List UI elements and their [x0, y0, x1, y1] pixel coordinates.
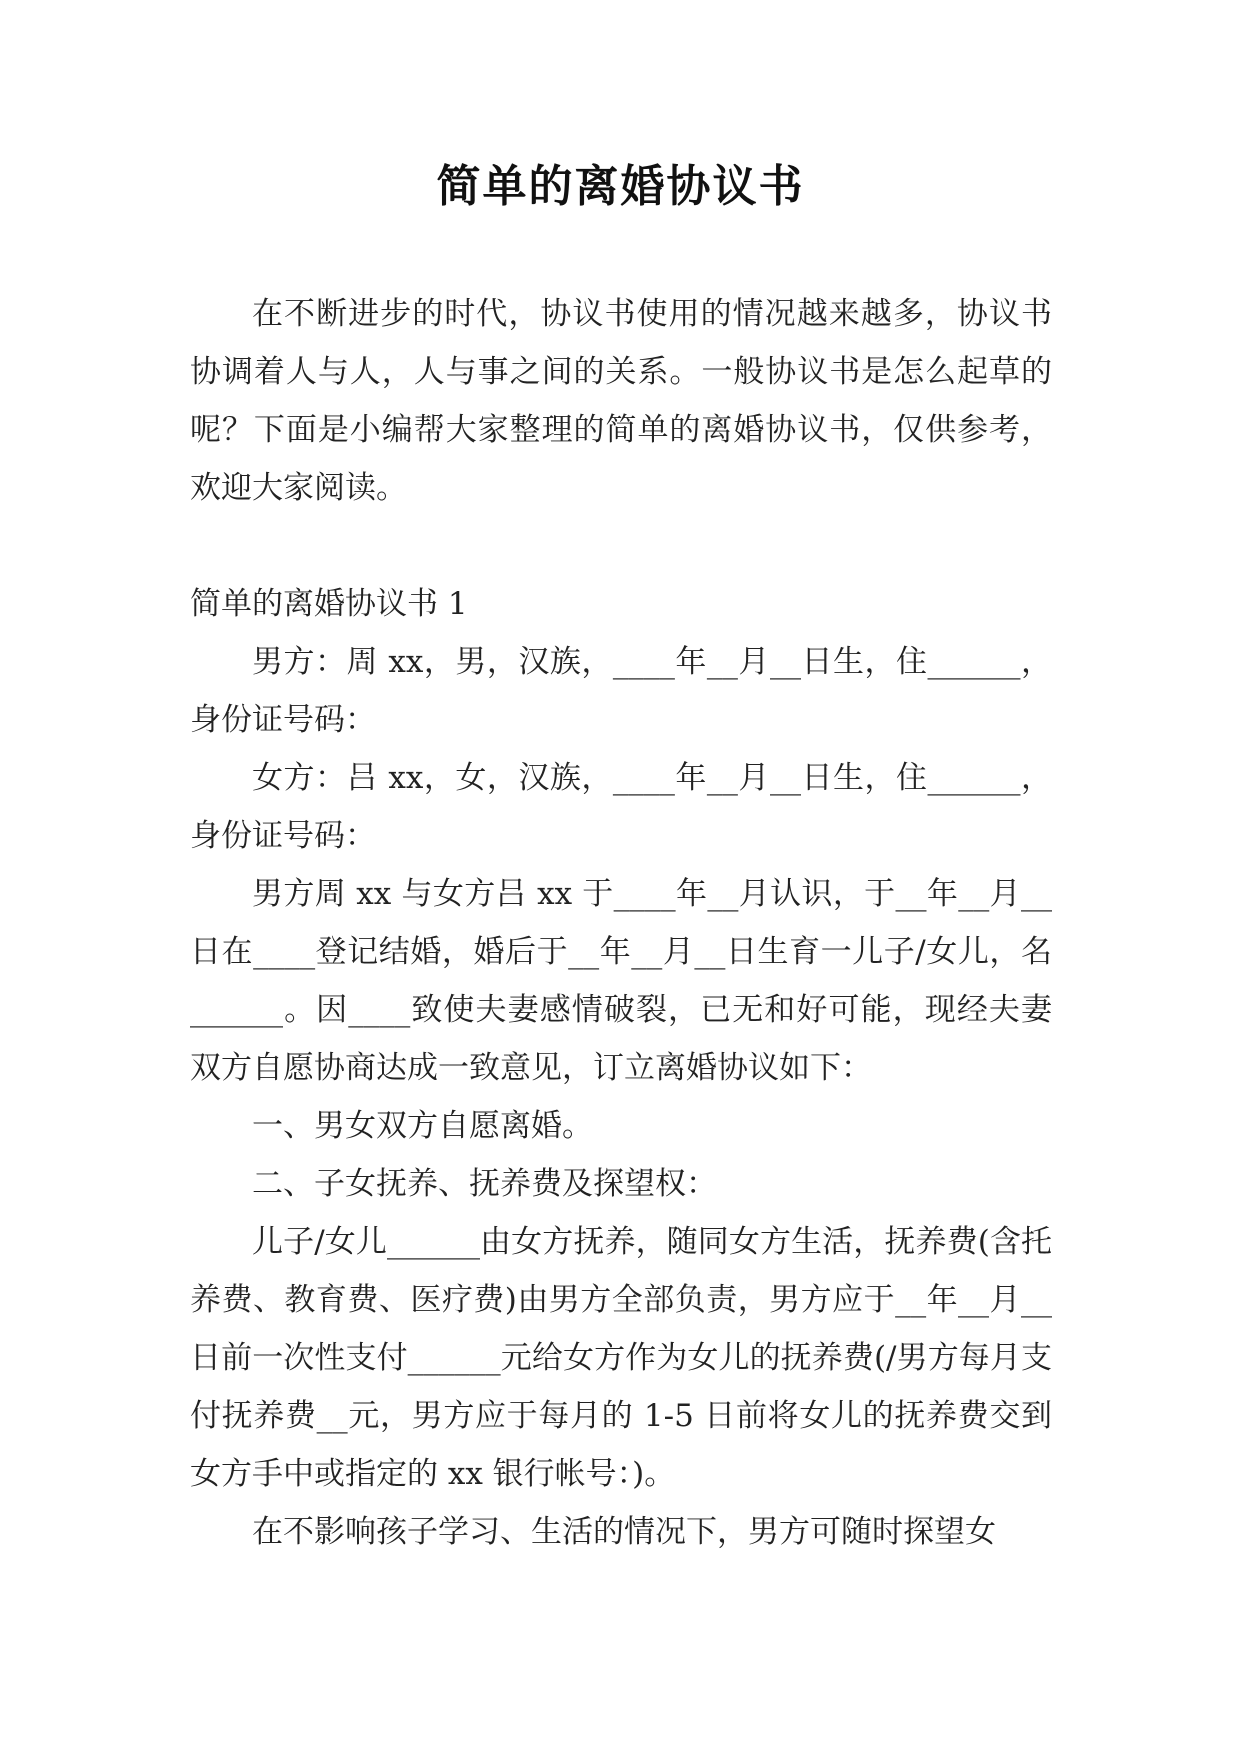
clause-one: 一、男女双方自愿离婚。 [252, 1108, 593, 1144]
paragraph-marriage-background: 男方周 xx 与女方吕 xx 于____年__月认识，于__年__月__日在____登记结婚，婚后于__年__月__日生育一儿子/女儿，名______。因____致使夫妻感情破裂，已无和好可能，现经夫妻双方自愿协商达成一致意见，订立离婚协议如下： [190, 876, 1052, 1086]
paragraph-child-support: 儿子/女儿______由女方抚养，随同女方生活，抚养费(含托养费、教育费、医疗费)由男方全部负责，男方应于__年__月__日前一次性支付______元给女方作为女儿的抚养费(/男方每月支付抚养费__元，男方应于每月的 1-5 日前将女儿的抚养费交到女方手中或指定的 xx 银行帐号：)。 [190, 1224, 1052, 1492]
document-body [190, 285, 1052, 1561]
paragraph-husband-info: 男方：周 xx，男，汉族，____年__月__日生，住______，身份证号码： [190, 644, 1052, 738]
clause-two-heading: 二、子女抚养、抚养费及探望权： [252, 1166, 717, 1202]
document-title: 简单的离婚协议书 [436, 161, 805, 212]
intro-paragraph: 在不断进步的时代，协议书使用的情况越来越多，协议书协调着人与人，人与事之间的关系。一般协议书是怎么起草的呢？下面是小编帮大家整理的简单的离婚协议书，仅供参考，欢迎大家阅读。 [190, 296, 1052, 506]
section-heading: 简单的离婚协议书 1 [190, 586, 468, 622]
paragraph-visitation: 在不影响孩子学习、生活的情况下，男方可随时探望女 [252, 1514, 996, 1550]
paragraph-wife-info: 女方：吕 xx，女，汉族，____年__月__日生，住______，身份证号码： [190, 760, 1052, 854]
